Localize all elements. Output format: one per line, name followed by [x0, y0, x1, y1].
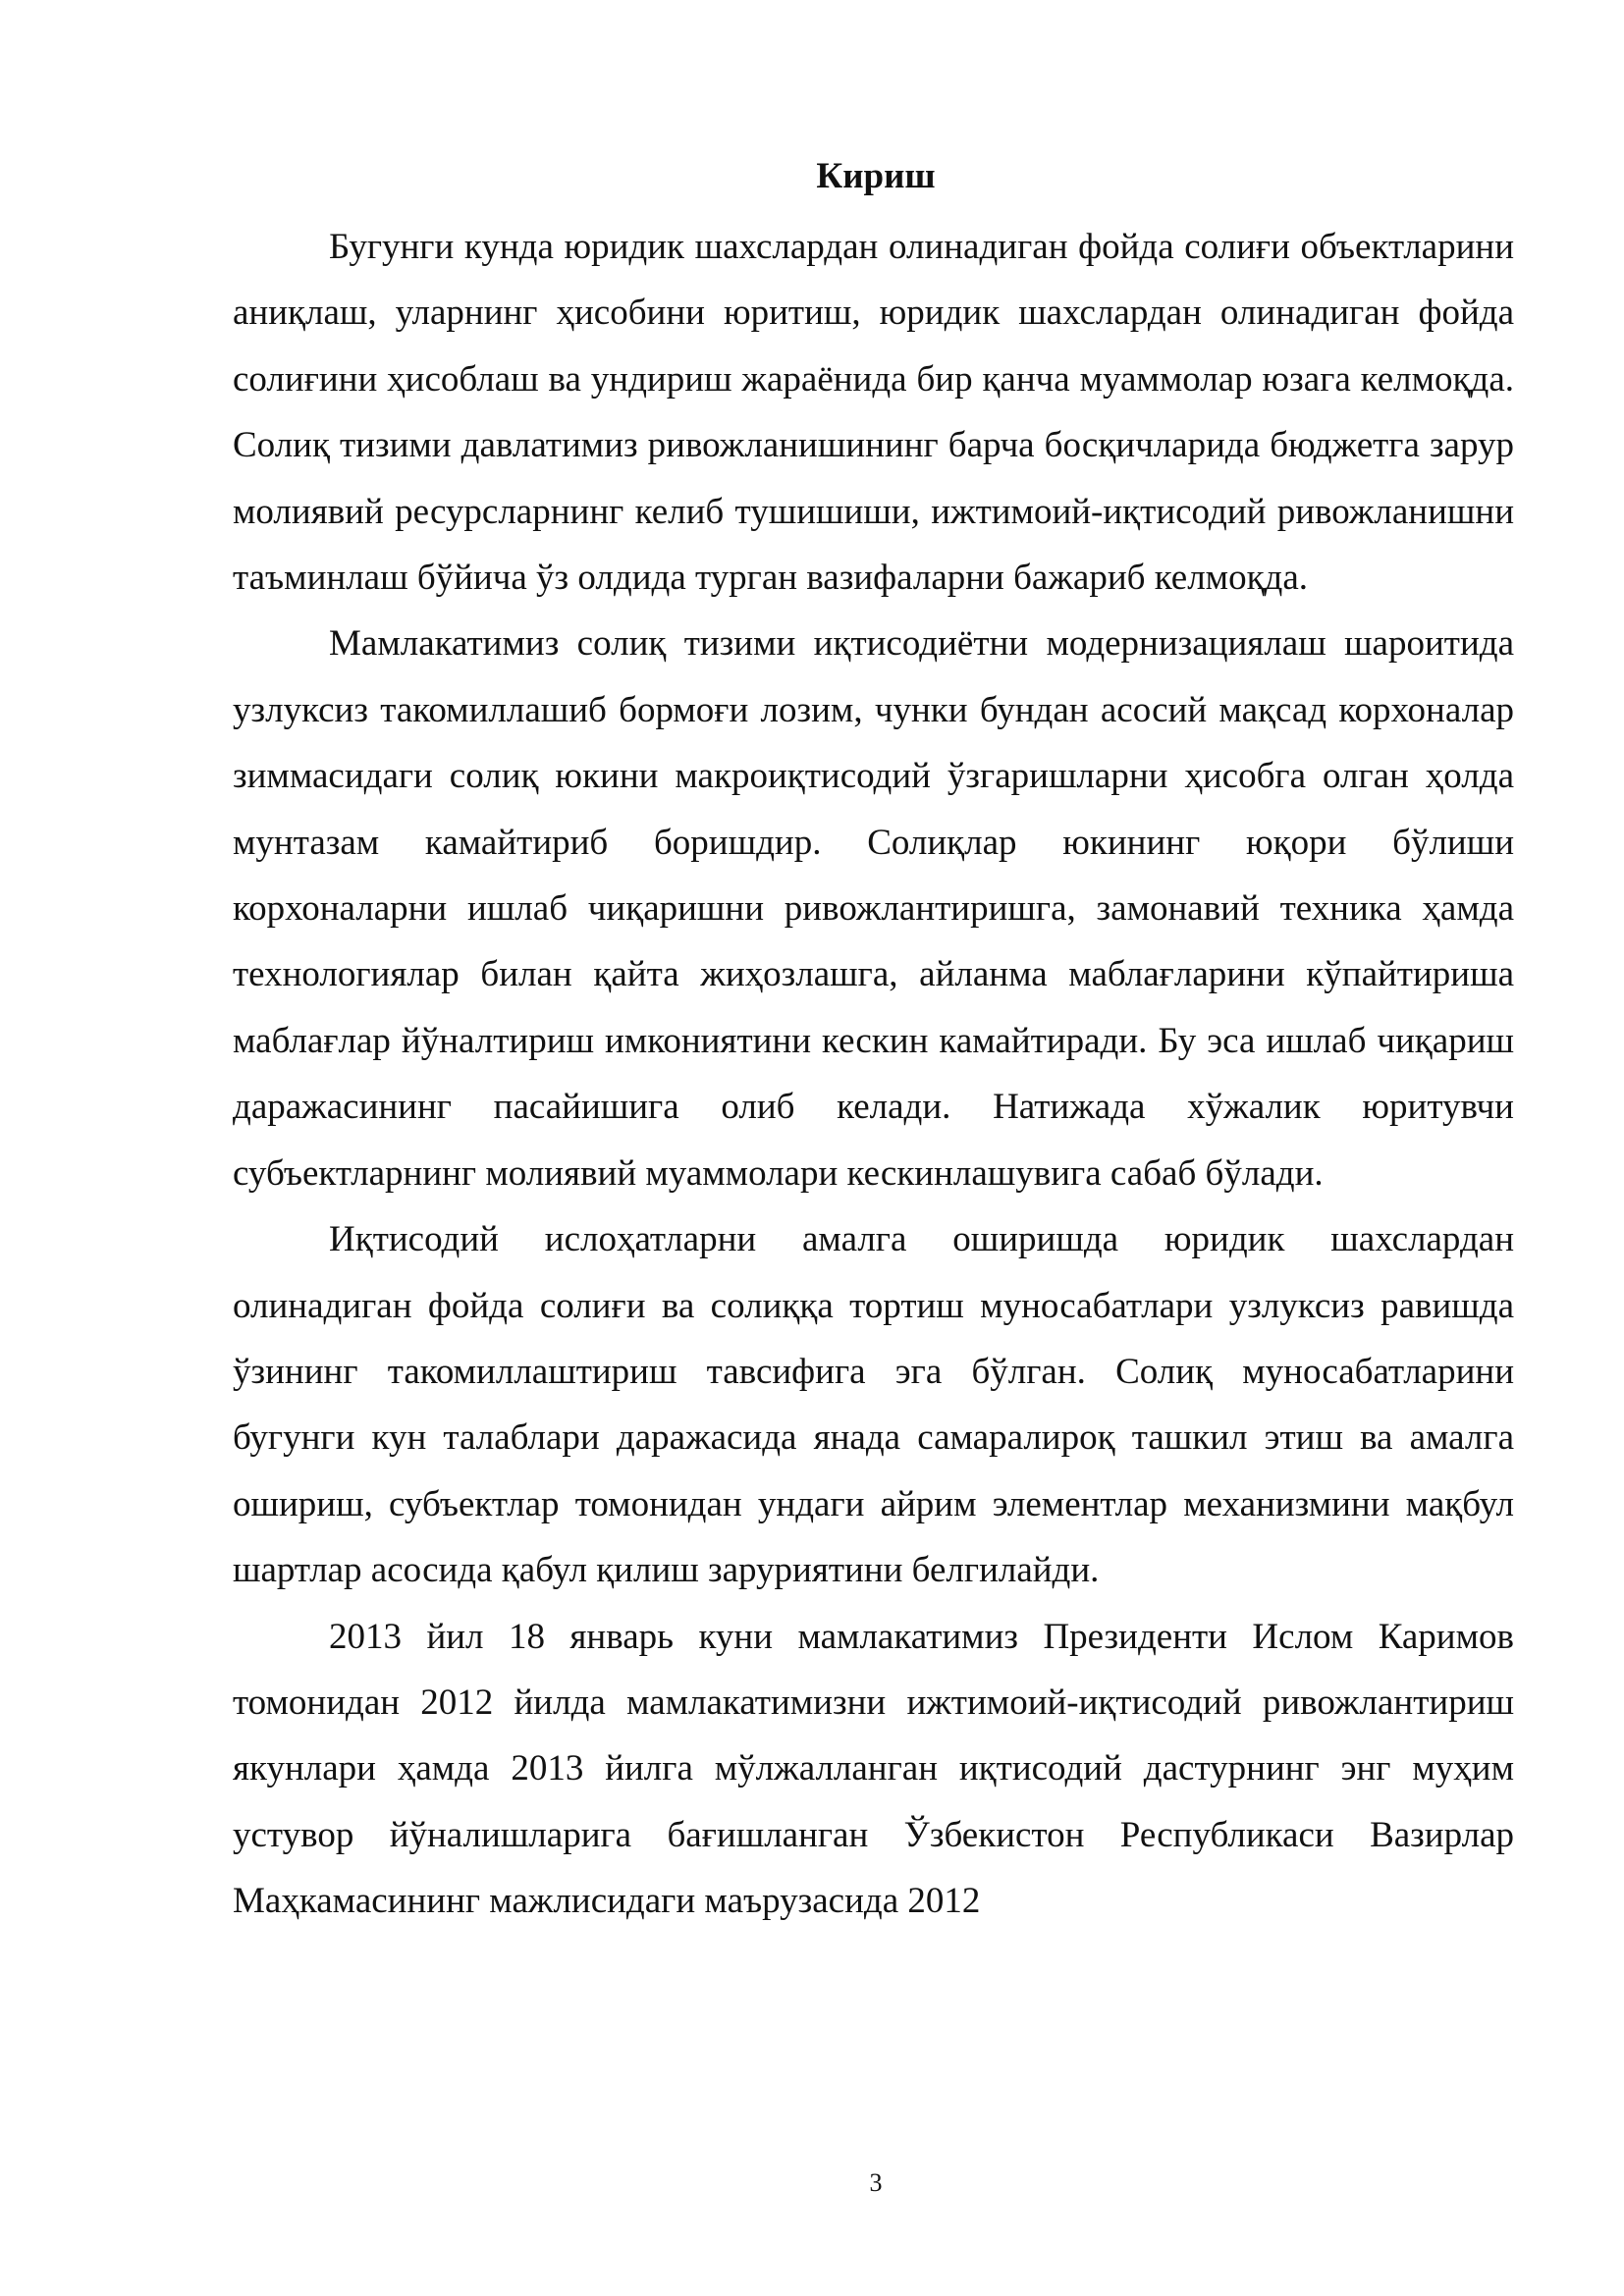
page-title: Кириш	[816, 156, 936, 196]
paragraph: 2013 йил 18 январь куни мамлакатимиз Президенти Ислом Каримов томонидан 2012 йилда мамлакатимизни ижтимоий-иқтисодий ривожлантириш якунлари ҳамда 2013 йилга мўлжалланган иқтисодий дастурнинг энг муҳим устувор йўналишларига бағишланган Ўзбекистон Республикаси Вазирлар Маҳкамасининг мажлисидаги маърузасида 2012	[233, 1616, 1514, 1922]
paragraph: Бугунги кунда юридик шахслардан олинадиган фойда солиғи объектларини аниқлаш, уларнинг ҳисобини юритиш, юридик шахслардан олинадиган фойда солиғини ҳисоблаш ва ундириш жараёнида бир қанча муаммолар юзага келмоқда. Солиқ тизими давлатимиз ривожланишининг барча босқичларида бюджетга зарур молиявий ресурсларнинг келиб тушишиши, ижтимоий-иқтисодий ривожланишни таъминлаш бўйича ўз олдида турган вазифаларни бажариб келмоқда.	[233, 227, 1514, 599]
paragraph: Иқтисодий ислоҳатларни амалга оширишда юридик шахслардан олинадиган фойда солиғи ва солиққа тортиш муносабатлари узлуксиз равишда ўзининг такомиллаштириш тавсифига эга бўлган. Солиқ муносабатларини бугунги кун талаблари даражасида янада самаралироқ ташкил этиш ва амалга ошириш, субъектлар томонидан ундаги айрим элементлар механизмини мақбул шартлар асосида қабул қилиш заруриятини белгилайди.	[233, 1219, 1514, 1591]
document-body	[233, 214, 1514, 1935]
page-number: 3	[869, 2168, 883, 2197]
paragraph: Мамлакатимиз солиқ тизими иқтисодиётни модернизациялаш шароитида узлуксиз такомиллашиб бормоғи лозим, чунки бундан асосий мақсад корхоналар зиммасидаги солиқ юкини макроиқтисодий ўзгаришларни ҳисобга олган ҳолда мунтазам камайтириб боришдир. Солиқлар юкининг юқори бўлиши корхоналарни ишлаб чиқаришни ривожлантиришга, замонавий техника ҳамда технологиялар билан қайта жиҳозлашга, айланма маблағларини кўпайтириша маблағлар йўналтириш имкониятини кескин камайтиради. Бу эса ишлаб чиқариш даражасининг пасайишига олиб келади. Натижада хўжалик юритувчи субъектларнинг молиявий муаммолари кескинлашувига сабаб бўлади.	[233, 623, 1514, 1194]
